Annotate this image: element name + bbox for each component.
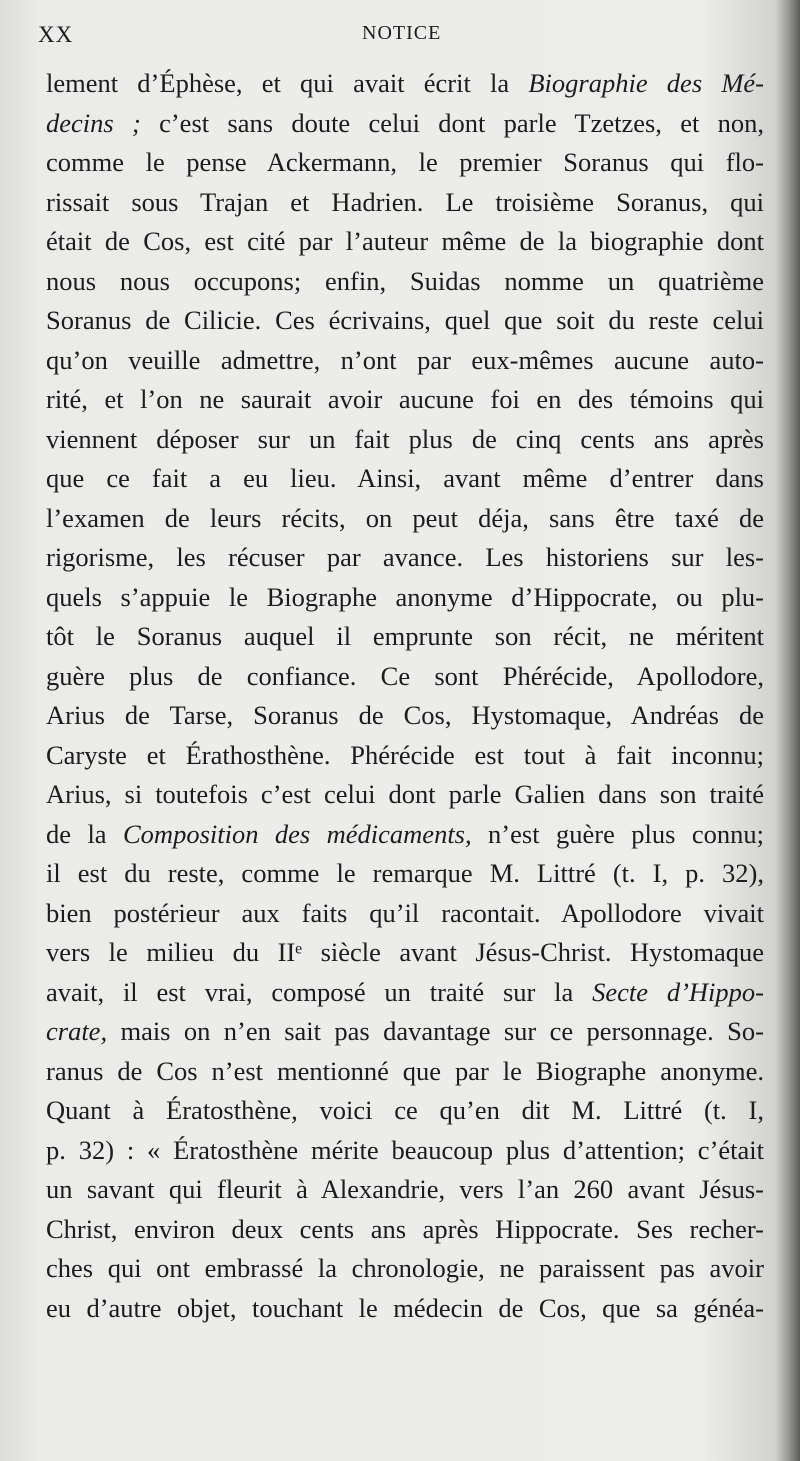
text-segment: rigorisme, les récuser par avance. Les historiens sur les- xyxy=(46,542,764,572)
text-segment: quels s’appuie le Biographe anonyme d’Hippocrate, ou plu- xyxy=(46,581,764,612)
text-segment: rissait sous Trajan et Hadrien. Le troisième Soranus, qui xyxy=(46,186,764,217)
text-line xyxy=(46,301,764,341)
text-line xyxy=(46,380,764,420)
text-line xyxy=(46,499,764,539)
text-line xyxy=(46,657,764,697)
text-segment: l’examen de leurs récits, on peut déja, sans être taxé de xyxy=(46,502,764,533)
text-segment: rité, et l’on ne saurait avoir aucune foi en des témoins qui xyxy=(46,384,764,414)
text-line xyxy=(46,696,764,736)
text-line xyxy=(46,894,764,934)
italic-text: Composition des médicaments, xyxy=(123,818,472,849)
text-line xyxy=(46,104,764,144)
text-segment: il est du reste, comme le remarque M. Littré (t. I, p. 32), xyxy=(46,858,764,888)
text-line xyxy=(46,617,764,657)
text-segment: lement d’Éphèse, et qui avait écrit la xyxy=(46,68,529,98)
text-line xyxy=(46,143,764,183)
text-segment: bien postérieur aux faits qu’il racontait. Apollodore vivait xyxy=(46,897,764,928)
text-segment: vers le milieu du IIᵉ siècle avant Jésus-Christ. Hystomaque xyxy=(46,937,764,967)
italic-text: Biographie des Mé- xyxy=(528,68,764,98)
italic-text: decins ; xyxy=(46,107,141,138)
text-segment: Quant à Ératosthène, voici ce qu’en dit M. Littré (t. I, xyxy=(46,1095,764,1125)
text-line xyxy=(46,578,764,618)
page-header xyxy=(38,22,760,54)
text-line xyxy=(46,736,764,776)
text-line xyxy=(46,262,764,302)
italic-text: Secte d’Hippo- xyxy=(592,976,764,1007)
text-segment: qu’on veuille admettre, n’ont par eux-mêmes aucune auto- xyxy=(46,344,764,375)
text-line xyxy=(46,64,764,104)
text-line xyxy=(46,973,764,1013)
text-line xyxy=(46,538,764,578)
text-line xyxy=(46,1131,764,1171)
text-segment: comme le pense Ackermann, le premier Soranus qui flo- xyxy=(46,147,764,177)
page-number: XX xyxy=(38,22,74,47)
text-segment: Arius, si toutefois c’est celui dont parle Galien dans son traité xyxy=(46,779,764,809)
text-segment: était de Cos, est cité par l’auteur même de la biographie dont xyxy=(46,226,764,256)
text-segment: Arius de Tarse, Soranus de Cos, Hystomaque, Andréas de xyxy=(46,700,764,730)
text-line xyxy=(46,1210,764,1250)
text-segment: Soranus de Cilicie. Ces écrivains, quel que soit du reste celui xyxy=(46,305,764,335)
text-line xyxy=(46,1012,764,1052)
text-line xyxy=(46,933,764,973)
text-line xyxy=(46,341,764,381)
text-segment: un savant qui fleurit à Alexandrie, vers l’an 260 avant Jésus- xyxy=(46,1174,764,1204)
text-segment: nous nous occupons; enfin, Suidas nomme un quatrième xyxy=(46,265,764,296)
text-line xyxy=(46,222,764,262)
text-line xyxy=(46,1170,764,1210)
text-line xyxy=(46,1052,764,1092)
text-segment: que ce fait a eu lieu. Ainsi, avant même d’entrer dans xyxy=(46,463,764,493)
text-segment: ranus de Cos n’est mentionné que par le Biographe anonyme. xyxy=(46,1055,764,1086)
text-line xyxy=(46,1249,764,1289)
running-title: NOTICE xyxy=(362,22,442,44)
text-segment: tôt le Soranus auquel il emprunte son récit, ne méritent xyxy=(46,621,764,651)
body-text xyxy=(46,64,764,1328)
text-segment: eu d’autre objet, touchant le médecin de Cos, que sa généa- xyxy=(46,1292,764,1323)
text-line xyxy=(46,775,764,815)
text-segment: Christ, environ deux cents ans après Hippocrate. Ses recher- xyxy=(46,1213,764,1244)
text-segment: viennent déposer sur un fait plus de cinq cents ans après xyxy=(46,423,764,454)
text-line xyxy=(46,815,764,855)
italic-text: crate, xyxy=(46,1016,108,1046)
text-segment: ches qui ont embrassé la chronologie, ne paraissent pas avoir xyxy=(46,1253,764,1283)
text-segment: guère plus de confiance. Ce sont Phérécide, Apollodore, xyxy=(46,660,764,691)
text-segment: avait, il est vrai, composé un traité sur la xyxy=(46,976,593,1007)
text-segment: mais on n’en sait pas davantage sur ce personnage. So- xyxy=(107,1016,764,1046)
text-line xyxy=(46,1091,764,1131)
text-segment: p. 32) : « Ératosthène mérite beaucoup plus d’attention; c’était xyxy=(46,1134,764,1165)
text-segment: Caryste et Érathosthène. Phérécide est tout à fait inconnu; xyxy=(46,739,764,770)
text-line xyxy=(46,420,764,460)
text-segment: n’est guère plus connu; xyxy=(471,818,764,849)
text-segment: de la xyxy=(46,818,123,849)
text-segment: c’est sans doute celui dont parle Tzetzes, et non, xyxy=(140,107,764,138)
text-line xyxy=(46,183,764,223)
text-line xyxy=(46,854,764,894)
text-line xyxy=(46,1289,764,1329)
text-line xyxy=(46,459,764,499)
